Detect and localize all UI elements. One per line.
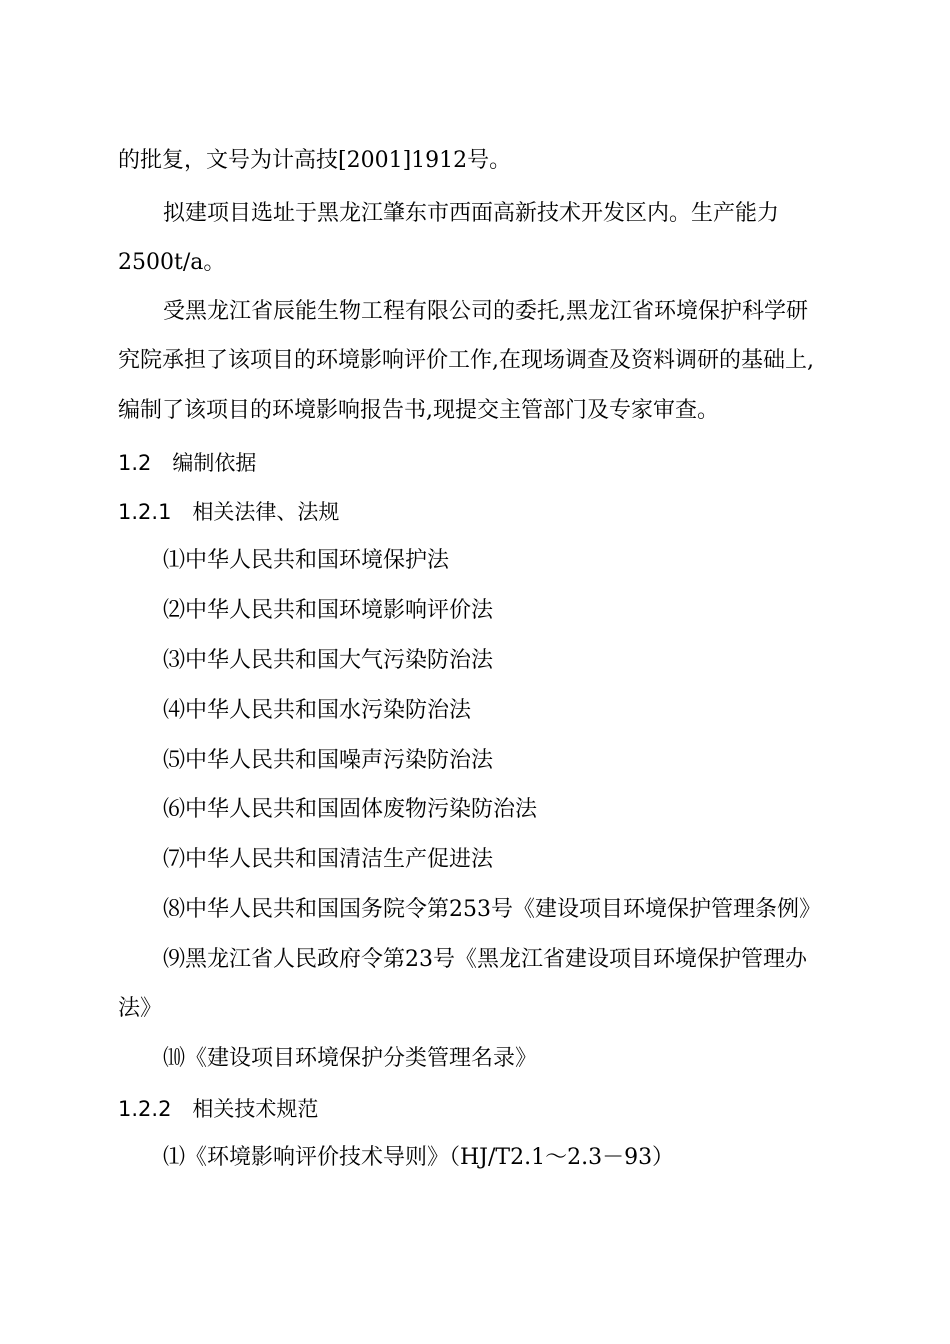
intro-line-5: 究院承担了该项目的环境影响评价工作,在现场调查及资料调研的基础上, (118, 348, 814, 373)
law-item-continuation: 法》 (118, 996, 163, 1021)
section-heading-1-2-2: 1.2.2 相关技术规范 (118, 1097, 319, 1121)
law-item: ⑽《建设项目环境保护分类管理名录》 (163, 1046, 538, 1071)
section-heading-1-2-1: 1.2.1 相关法律、法规 (118, 500, 340, 524)
law-item: ⑶中华人民共和国大气污染防治法 (163, 648, 494, 673)
law-item: ⑷中华人民共和国水污染防治法 (163, 698, 472, 723)
law-item: ⑹中华人民共和国固体废物污染防治法 (163, 797, 538, 822)
intro-line-4: 受黑龙江省辰能生物工程有限公司的委托,黑龙江省环境保护科学研 (163, 299, 808, 324)
intro-line-3: 2500t/a。 (118, 250, 226, 275)
section-heading-1-2: 1.2 编制依据 (118, 451, 257, 475)
law-item: ⑻中华人民共和国国务院令第253号《建设项目环境保护管理条例》 (163, 897, 821, 922)
law-item: ⑸中华人民共和国噪声污染防治法 (163, 748, 494, 773)
law-item: ⑵中华人民共和国环境影响评价法 (163, 598, 494, 623)
standard-item: ⑴《环境影响评价技术导则》（HJ/T2.1～2.3－93） (163, 1145, 675, 1170)
intro-line-2: 拟建项目选址于黑龙江肇东市西面高新技术开发区内。生产能力 (163, 201, 780, 226)
law-item: ⑼黑龙江省人民政府令第23号《黑龙江省建设项目环境保护管理办 (163, 947, 807, 972)
law-item: ⑺中华人民共和国清洁生产促进法 (163, 847, 494, 872)
intro-line-6: 编制了该项目的环境影响报告书,现提交主管部门及专家审查。 (118, 398, 719, 423)
intro-line-1: 的批复，文号为计高技[2001]1912号。 (118, 148, 512, 173)
law-item: ⑴中华人民共和国环境保护法 (163, 548, 450, 573)
